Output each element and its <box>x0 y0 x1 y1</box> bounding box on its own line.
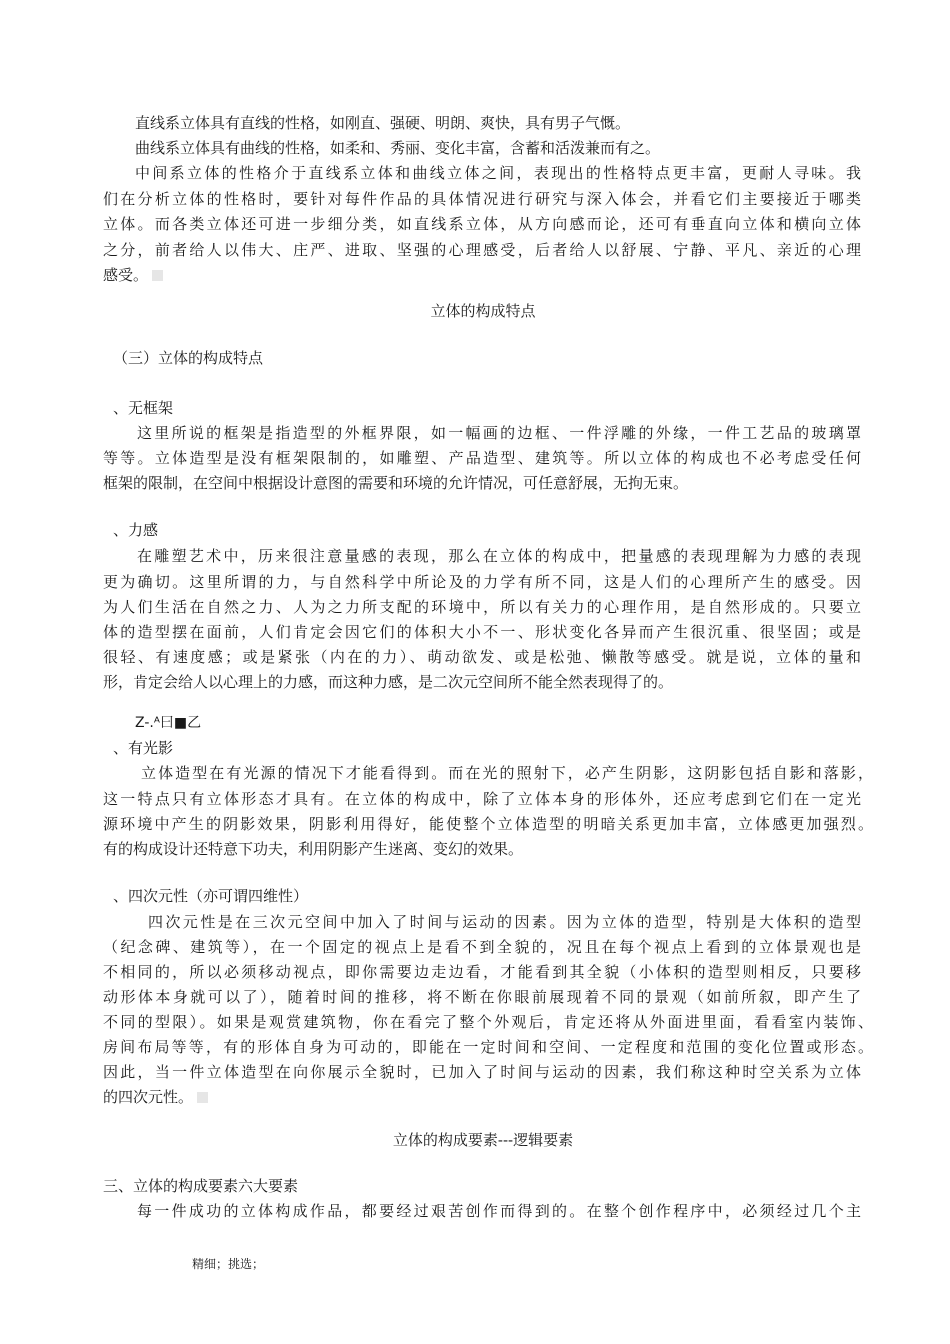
item-title: 、四次元性（亦可谓四维性） <box>113 887 309 905</box>
paragraph-line: （纪念碑、建筑等），在一个固定的视点上是看不到全貌的，况且在每个视点上看到的立体景观也是 <box>103 938 861 956</box>
paragraph-line: 四次元性是在三次元空间中加入了时间与运动的因素。因为立体的造型，特别是大体积的造型 <box>148 913 861 931</box>
paragraph-line: 每一件成功的立体构成作品，都要经过艰苦创作而得到的。在整个创作程序中，必须经过几个主 <box>137 1202 861 1220</box>
paragraph-text: 的四次元性。 <box>103 1088 194 1106</box>
paragraph-line <box>103 267 883 283</box>
section-heading: 立体的构成要素---逻辑要素 <box>392 1131 574 1149</box>
garbled-text: Z-.ᴬ曰■乙 <box>135 715 202 731</box>
paragraph-line: 源环境中产生的阴影效果，阴影利用得好，能使整个立体造型的明暗关系更加丰富，立体感更加强烈。 <box>103 815 873 833</box>
paragraph-line <box>103 1089 883 1105</box>
section-title: 三、立体的构成要素六大要素 <box>103 1177 299 1195</box>
item-title: 、无框架 <box>113 399 174 417</box>
paragraph-line: 房间布局等等，有的形体自身为可动的，即能在一定时间和空间、一定程度和范围的变化位置或形态。 <box>103 1038 873 1056</box>
paragraph-line: 因此，当一件立体造型在向你展示全貌时，已加入了时间与运动的因素，我们称这种时空关系为立体 <box>103 1063 861 1081</box>
placeholder-square-icon <box>152 270 163 281</box>
paragraph-line: 立体造型在有光源的情况下才能看得到。而在光的照射下，必产生阴影，这阴影包括自影和落影， <box>141 764 873 782</box>
paragraph-line: 这一特点只有立体形态才具有。在立体的构成中，除了立体本身的形体外，还应考虑到它们在一定光 <box>103 790 861 808</box>
paragraph-line: 不相同的，所以必须移动视点，即你需要边走边看，才能看到其全貌（小体积的造型则相反，只要移 <box>103 963 861 981</box>
paragraph-line: 中间系立体的性格介于直线系立体和曲线立体之间，表现出的性格特点更丰富，更耐人寻味。我 <box>135 164 861 182</box>
paragraph-line: 之分，前者给人以伟大、庄严、进取、坚强的心理感受，后者给人以舒展、宁静、平凡、亲近的心理 <box>103 241 861 259</box>
paragraph-line: 们在分析立体的性格时，要针对每件作品的具体情况进行研究与深入体会，并看它们主要接近于哪类 <box>103 190 861 208</box>
paragraph-line: 等等。立体造型是没有框架限制的，如雕塑、产品造型、建筑等。所以立体的构成也不必考虑受任何 <box>103 449 861 467</box>
paragraph-line: 框架的限制，在空间中根据设计意图的需要和环境的允许情况，可任意舒展，无拘无束。 <box>103 474 689 492</box>
paragraph-line: 更为确切。这里所谓的力，与自然科学中所论及的力学有所不同，这是人们的心理所产生的感受。因 <box>103 573 861 591</box>
paragraph-line: 很轻、有速度感；或是紧张（内在的力）、萌动欲发、或是松弛、懒散等感受。就是说，立体的量和 <box>103 648 861 666</box>
item-title: 、有光影 <box>113 739 174 757</box>
paragraph-text: 感受。 <box>103 266 149 284</box>
paragraph-line: 动形体本身就可以了），随着时间的推移，将不断在你眼前展现着不同的景观（如前所叙，即产生了 <box>103 988 861 1006</box>
item-title: 、力感 <box>113 521 159 539</box>
paragraph-line: 在雕塑艺术中，历来很注意量感的表现，那么在立体的构成中，把量感的表现理解为力感的表现 <box>137 547 861 565</box>
paragraph-line: 体的造型摆在面前，人们肯定会因它们的体积大小不一、形状变化各异而产生很沉重、很坚固；或是 <box>103 623 861 641</box>
paragraph-line: 这里所说的框架是指造型的外框界限，如一幅画的边框、一件浮雕的外缘，一件工艺品的玻璃罩 <box>137 424 861 442</box>
paragraph-line: 曲线系立体具有曲线的性格，如柔和、秀丽、变化丰富，含蓄和活泼兼而有之。 <box>135 139 661 157</box>
sub-heading: （三）立体的构成特点 <box>113 349 264 367</box>
section-heading: 立体的构成特点 <box>430 302 536 320</box>
paragraph-line: 有的构成设计还特意下功夫，利用阴影产生迷离、变幻的效果。 <box>103 840 524 858</box>
paragraph-line: 直线系立体具有直线的性格，如刚直、强硬、明朗、爽快，具有男子气慨。 <box>135 114 631 132</box>
placeholder-square-icon <box>197 1092 208 1103</box>
paragraph-line: 形，肯定会给人以心理上的力感，而这种力感，是二次元空间所不能全然表现得了的。 <box>103 673 674 691</box>
page-footer: 精细；挑选； <box>192 1257 265 1271</box>
paragraph-line: 立体。而各类立体还可进一步细分类，如直线系立体，从方向感而论，还可有垂直向立体和横向立体 <box>103 215 861 233</box>
paragraph-line: 为人们生活在自然之力、人为之力所支配的环境中，所以有关力的心理作用，是自然形成的。只要立 <box>103 598 861 616</box>
paragraph-line: 不同的型限）。如果是观赏建筑物，你在看完了整个外观后，肯定还将从外面进里面，看看室内装饰、 <box>103 1013 873 1031</box>
